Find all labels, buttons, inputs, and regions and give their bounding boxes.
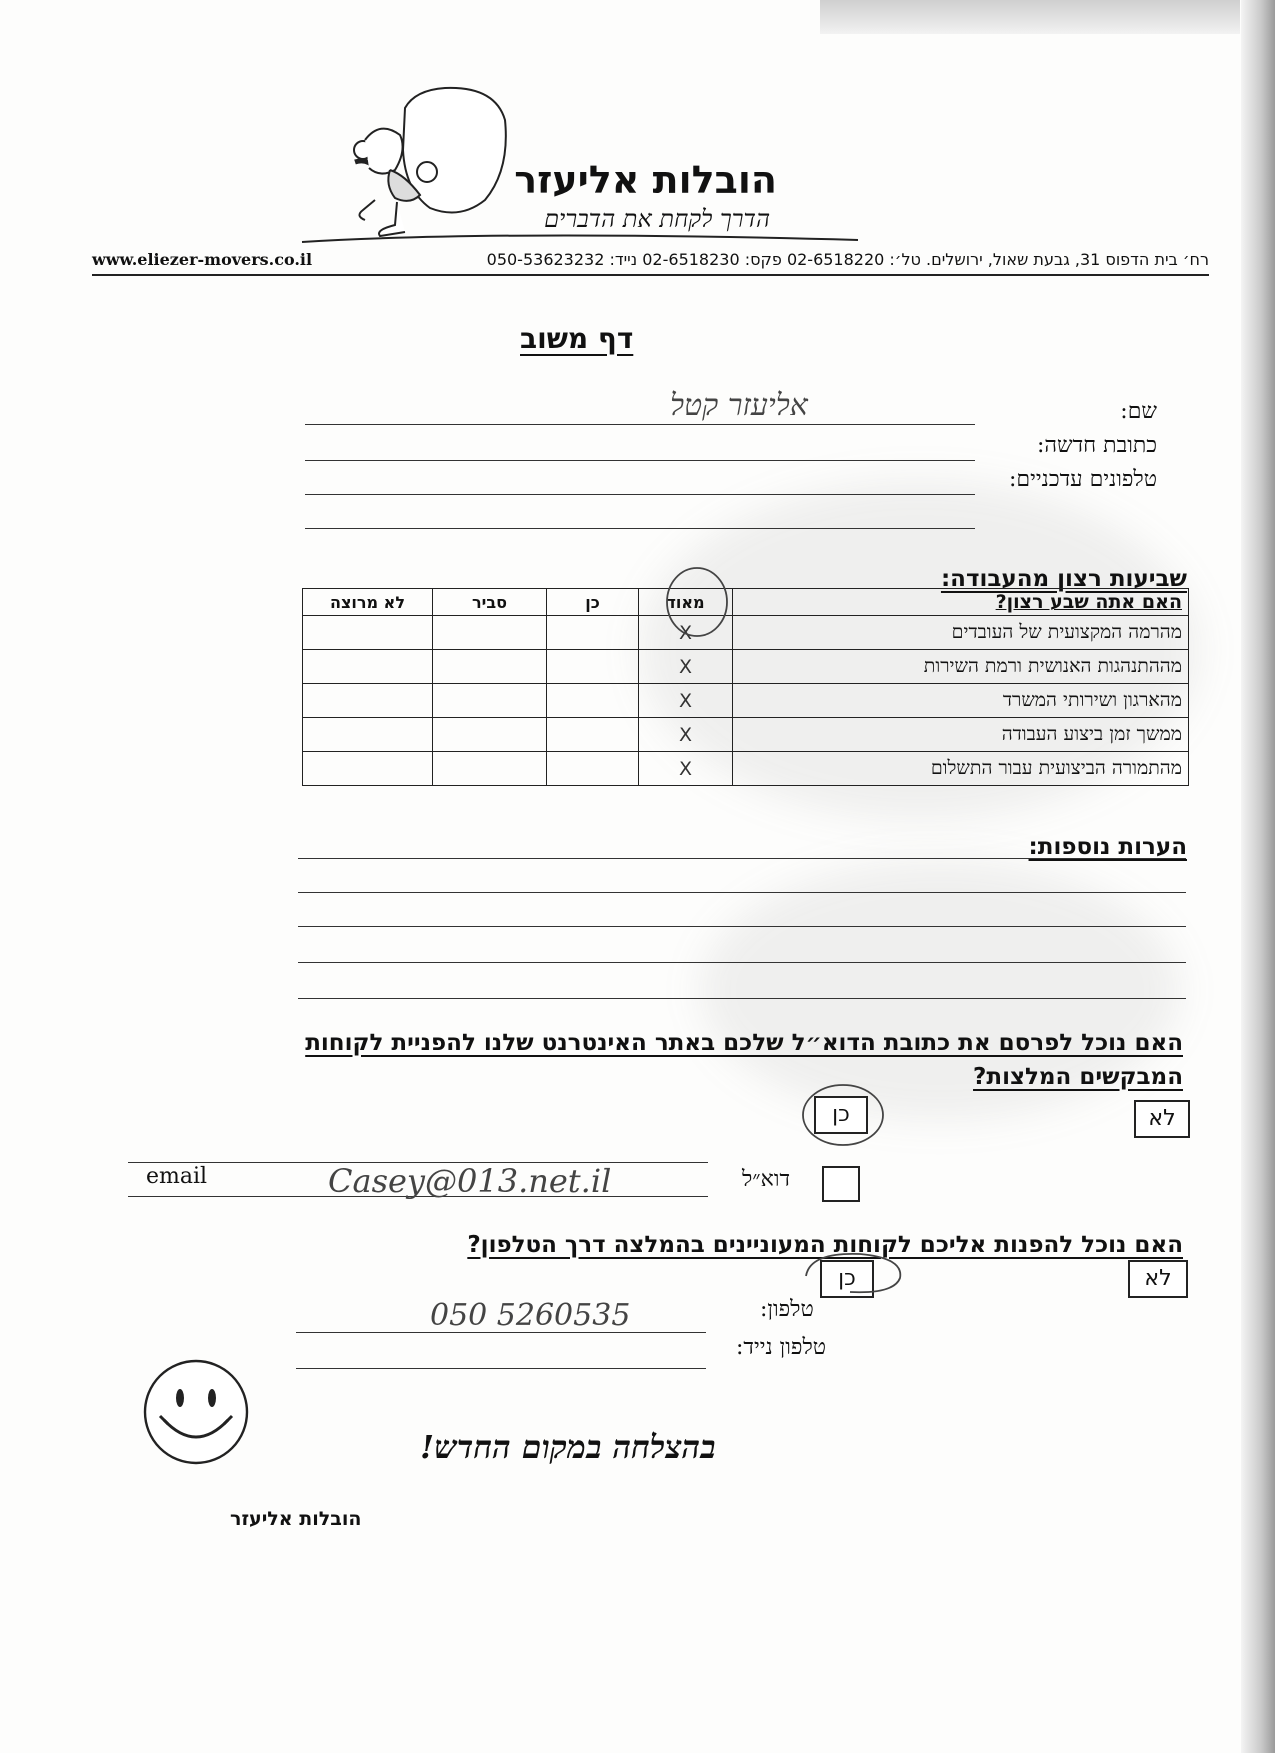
company-slogan: הדרך לקחת את הדברים	[544, 205, 770, 233]
company-name: הובלות אליעזר	[514, 158, 777, 202]
header-divider	[92, 274, 1209, 276]
checkbox-mark[interactable]: X	[639, 616, 733, 650]
email-publish-question: האם נוכל לפרסם את כתובת הדוא״ל שלכם באתר האינטרנט שלנו להפניית לקוחות	[305, 1030, 1183, 1056]
email-label-english: email	[146, 1164, 208, 1189]
name-handwritten: אליעזר קטל	[670, 388, 808, 423]
satisfaction-heading: שביעות רצון מהעבודה:	[940, 566, 1187, 592]
very-circle-annotation	[662, 566, 732, 646]
address-and-phones: רח׳ בית הדפוס 31, גבעת שאול, ירושלים. טל׳: 02-6518220 פקס: 02-6518230 נייד: 050-53623232	[486, 250, 1209, 269]
phones-label: טלפונים עדכניים:	[1009, 467, 1157, 492]
website-url: www.eliezer-movers.co.il	[92, 250, 313, 269]
table-cell[interactable]	[433, 752, 547, 786]
table-row	[303, 684, 1189, 718]
row-label: מהארגון ושירותי המשרד	[733, 684, 1189, 718]
table-cell[interactable]	[433, 718, 547, 752]
address-line	[305, 460, 975, 461]
table-cell[interactable]	[433, 616, 547, 650]
table-cell[interactable]	[547, 684, 639, 718]
email-label-hebrew: דוא״ל	[742, 1167, 791, 1192]
email-checkbox[interactable]	[822, 1166, 860, 1202]
table-cell[interactable]	[303, 684, 433, 718]
new-address-label: כתובת חדשה:	[1036, 433, 1157, 458]
yes-circle-annotation	[798, 1080, 888, 1150]
checkbox-mark[interactable]: X	[639, 752, 733, 786]
notes-line[interactable]	[298, 858, 1186, 859]
table-header-row	[303, 589, 1189, 616]
phone-label: טלפון:	[760, 1297, 814, 1322]
name-line	[305, 424, 975, 425]
row-label: מההתנהגות האנושית ורמת השירות	[733, 650, 1189, 684]
phone-yes-box[interactable]: כן	[820, 1260, 874, 1298]
email-no-box[interactable]: לא	[1134, 1100, 1190, 1138]
table-cell[interactable]	[433, 684, 547, 718]
col-reasonable: סביר	[433, 589, 547, 616]
footer-signature: הובלות אליעזר	[230, 1508, 362, 1530]
row-label: מהרמה המקצועית של העובדים	[733, 616, 1189, 650]
phone-no-box[interactable]: לא	[1128, 1260, 1188, 1298]
mobile-line[interactable]	[296, 1368, 706, 1369]
name-label: שם:	[1120, 399, 1157, 424]
table-row	[303, 752, 1189, 786]
satisfaction-table	[302, 588, 1189, 786]
table-cell[interactable]	[547, 650, 639, 684]
table-row	[303, 718, 1189, 752]
phones-line-2	[305, 528, 975, 529]
col-very: מאוד	[639, 589, 733, 616]
notes-line[interactable]	[298, 892, 1186, 893]
table-cell[interactable]	[547, 718, 639, 752]
table-cell[interactable]	[303, 752, 433, 786]
email-publish-question-cont: המבקשים המלצות?	[973, 1064, 1183, 1090]
table-cell[interactable]	[547, 616, 639, 650]
notes-line[interactable]	[298, 998, 1186, 999]
contact-line	[92, 250, 1209, 269]
phone-handwritten: 050 5260535	[430, 1298, 631, 1333]
scan-torn-edge	[820, 0, 1240, 34]
table-row	[303, 616, 1189, 650]
notes-heading: הערות נוספות:	[1028, 834, 1187, 860]
smiley-icon	[142, 1358, 250, 1466]
mobile-label: טלפון נייד:	[736, 1335, 827, 1360]
phone-line[interactable]	[296, 1332, 706, 1333]
table-cell[interactable]	[303, 650, 433, 684]
checkbox-mark[interactable]: X	[639, 650, 733, 684]
email-yes-box[interactable]: כן	[814, 1096, 868, 1134]
notes-line[interactable]	[298, 962, 1186, 963]
row-label: מהתמורה הביצועית עבור התשלום	[733, 752, 1189, 786]
checkbox-mark[interactable]: X	[639, 718, 733, 752]
table-cell[interactable]	[303, 718, 433, 752]
col-not-satisfied: לא מרוצה	[303, 589, 433, 616]
row-label: ממשך זמן ביצוע העבודה	[733, 718, 1189, 752]
table-row	[303, 650, 1189, 684]
phones-line-1	[305, 494, 975, 495]
phone-yes-circle-annotation	[800, 1248, 910, 1298]
form-title: דף משוב	[520, 322, 634, 355]
notes-line[interactable]	[298, 926, 1186, 927]
email-handwritten: Casey@013.net.il	[328, 1162, 612, 1200]
col-yes: כן	[547, 589, 639, 616]
checkbox-mark[interactable]: X	[639, 684, 733, 718]
closing-blessing: בהצלחה במקום החדש!	[420, 1428, 716, 1466]
phone-referral-question: האם נוכל להפנות אליכם לקוחות המעוניינים בהמלצה דרך הטלפון?	[467, 1232, 1183, 1258]
logo-underline-swoosh	[300, 232, 860, 246]
table-cell[interactable]	[547, 752, 639, 786]
scan-edge-shadow	[1241, 0, 1275, 1753]
satisfaction-question: האם אתה שבע רצון?	[733, 589, 1189, 616]
table-cell[interactable]	[433, 650, 547, 684]
table-cell[interactable]	[303, 616, 433, 650]
